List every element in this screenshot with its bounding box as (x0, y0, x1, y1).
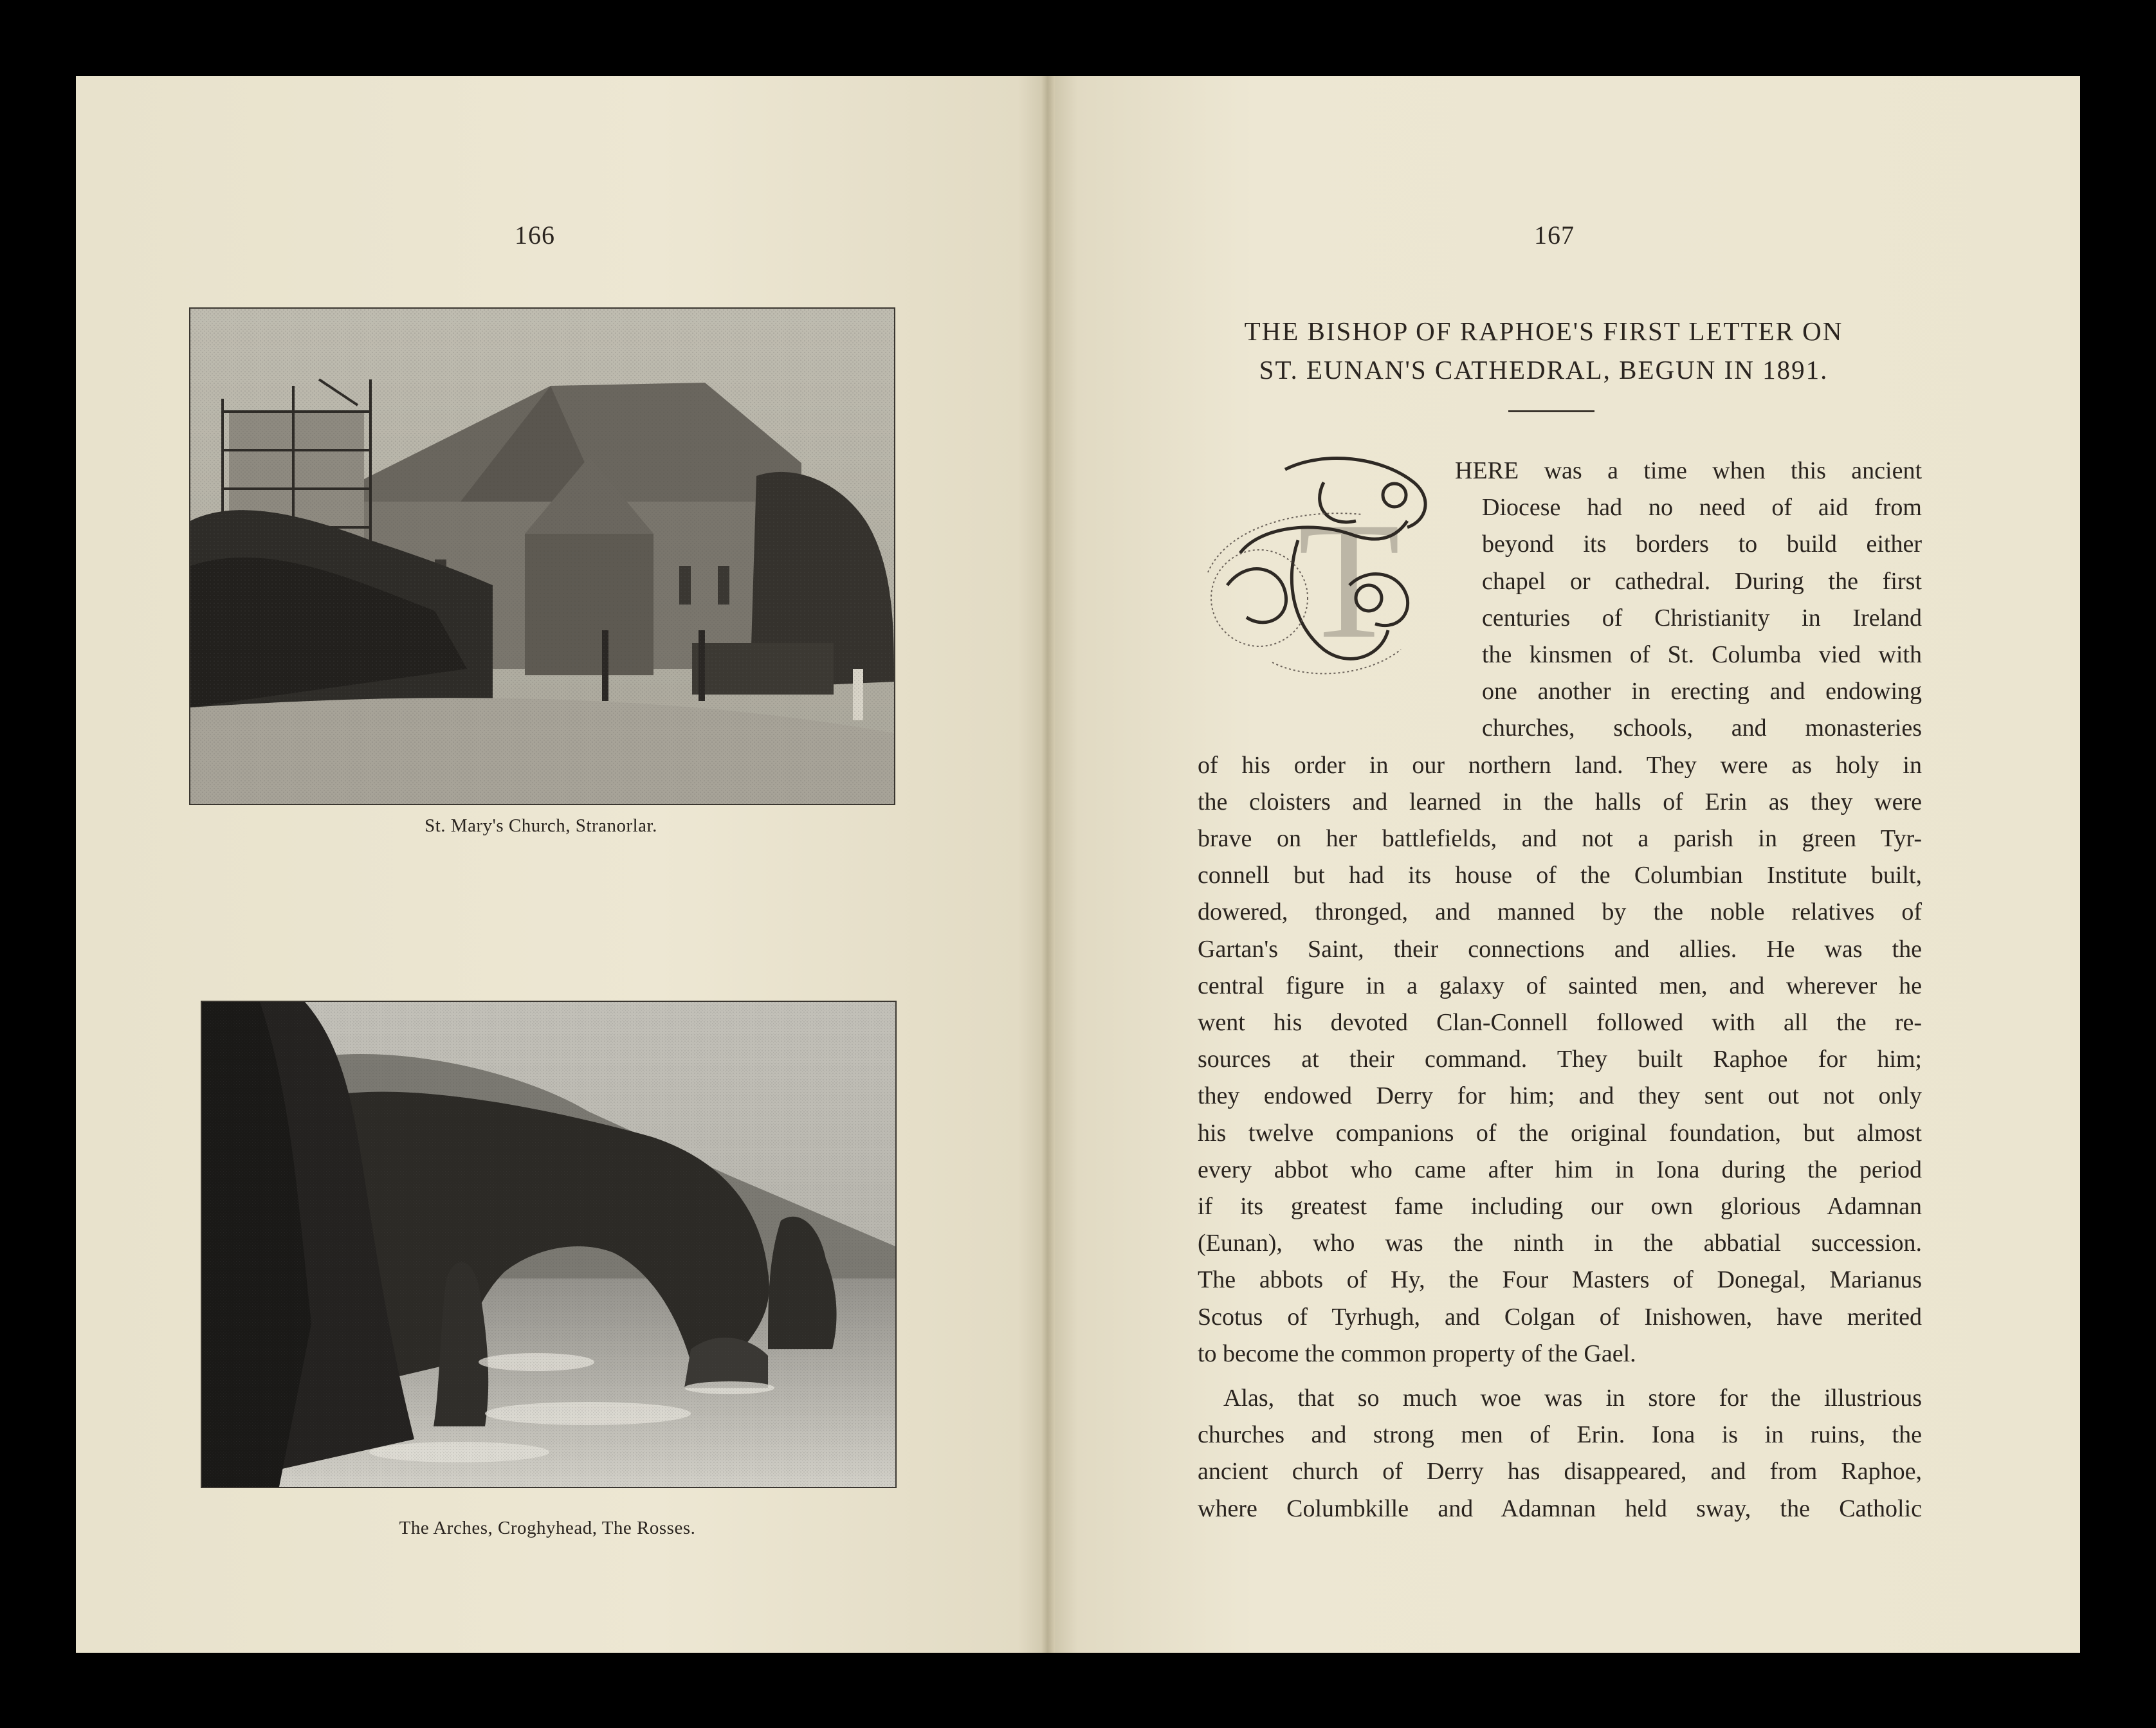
decorated-initial (1201, 444, 1446, 682)
text-line: his twelve companions of the original foundation, but almost (1198, 1120, 1922, 1147)
text-line: churches and strong men of Erin. Iona is in ruins, the (1198, 1421, 1922, 1448)
text-line: they endowed Derry for him; and they sent out not only (1198, 1082, 1922, 1109)
arches-photo-caption: The Arches, Croghyhead, The Rosses. (399, 1518, 696, 1538)
text-line: if its greatest fame including our own glorious Adamnan (1198, 1193, 1922, 1220)
arches-photo (201, 1001, 897, 1488)
text-line: to become the common property of the Gael. (1198, 1340, 1636, 1367)
book-gutter (1041, 76, 1055, 1653)
text-line: (Eunan), who was the ninth in the abbatial succession. (1198, 1230, 1922, 1257)
text-line: The abbots of Hy, the Four Masters of Donegal, Marianus (1198, 1266, 1922, 1293)
text-line: went his devoted Clan-Connell followed with all the re- (1198, 1009, 1922, 1036)
text-line: brave on her battlefields, and not a parish in green Tyr- (1198, 825, 1922, 852)
text-line: of his order in our northern land. They were as holy in (1198, 752, 1922, 779)
text-line: the kinsmen of St. Columba vied with (1482, 641, 1922, 668)
church-photo-caption: St. Mary's Church, Stranorlar. (425, 815, 657, 836)
text-line: the cloisters and learned in the halls of Erin as they were (1198, 788, 1922, 815)
text-line: churches, schools, and monasteries (1482, 714, 1922, 741)
text-line: Alas, that so much woe was in store for the illustrious (1223, 1385, 1922, 1412)
chapter-title-line-2: ST. EUNAN'S CATHEDRAL, BEGUN IN 1891. (1259, 355, 1829, 385)
text-line: centuries of Christianity in Ireland (1482, 605, 1922, 632)
text-line: central figure in a galaxy of sainted men, and wherever he (1198, 972, 1922, 999)
text-line: dowered, thronged, and manned by the noble relatives of (1198, 898, 1922, 925)
text-line: one another in erecting and endowing (1482, 678, 1922, 705)
chapter-title-line-1: THE BISHOP OF RAPHOE'S FIRST LETTER ON (1244, 316, 1843, 346)
right-page-number: 167 (1534, 221, 1575, 250)
text-line: connell but had its house of the Columbian Institute built, (1198, 862, 1922, 889)
text-line: Scotus of Tyrhugh, and Colgan of Inishowen, have merited (1198, 1304, 1922, 1331)
text-line: every abbot who came after him in Iona during the period (1198, 1156, 1922, 1183)
arches-image (202, 1002, 895, 1487)
church-image (190, 309, 894, 804)
text-line: Gartan's Saint, their connections and allies. He was the (1198, 936, 1922, 963)
title-rule (1508, 410, 1594, 412)
left-page-number: 166 (515, 221, 555, 250)
text-line: HERE was a time when this ancient (1455, 457, 1922, 484)
text-line: where Columbkille and Adamnan held sway, the Catholic (1198, 1495, 1922, 1522)
text-line: Diocese had no need of aid from (1482, 494, 1922, 521)
text-line: ancient church of Derry has disappeared, and from Raphoe, (1198, 1458, 1922, 1485)
church-photo (189, 307, 895, 805)
text-line: beyond its borders to build either (1482, 531, 1922, 558)
svg-text:T: T (1298, 488, 1400, 673)
text-line: chapel or cathedral. During the first (1482, 568, 1922, 595)
text-line: sources at their command. They built Raphoe for him; (1198, 1046, 1922, 1073)
